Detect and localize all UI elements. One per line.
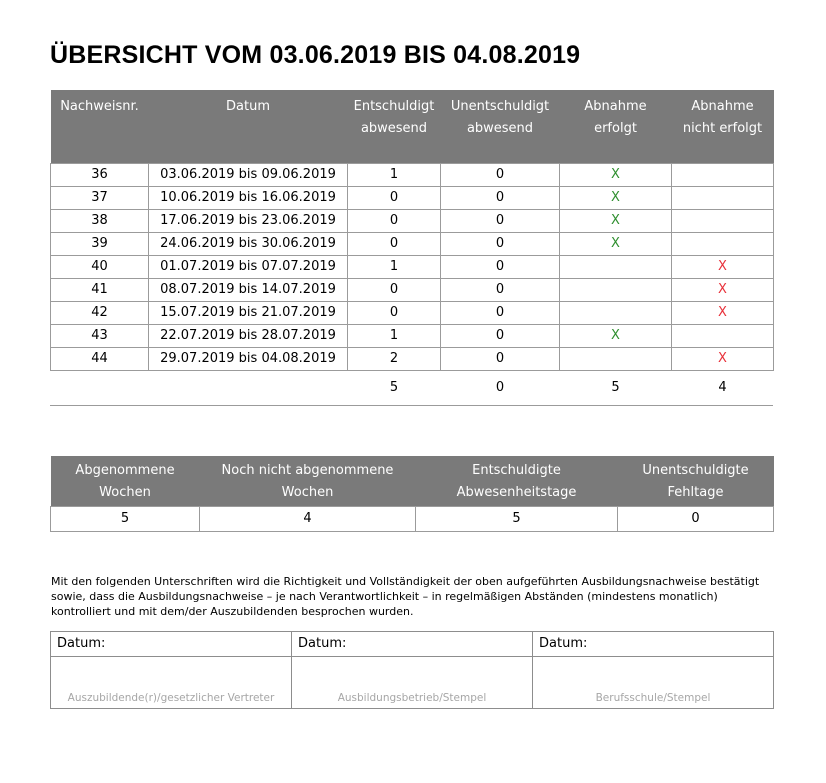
cell-datum: 24.06.2019 bis 30.06.2019 (149, 232, 348, 255)
cell-nachweisnr: 40 (51, 255, 149, 278)
column-header-unentschuldigt-abwesend: Unentschuldigt abwesend (441, 90, 560, 163)
table-row[interactable] (51, 255, 774, 278)
table-row[interactable] (51, 347, 774, 370)
cell-abnahme-nicht-erfolgt-mark: X (718, 258, 727, 274)
summary-header-line1: Abgenommene (75, 463, 175, 478)
summary-header-line1: Unentschuldigte (642, 463, 749, 478)
cell-abnahme-nicht-erfolgt (672, 186, 774, 209)
cell-abnahme-nicht-erfolgt (672, 209, 774, 232)
cell-total-abnahme-erfolgt: 5 (611, 379, 620, 395)
column-header-datum: Datum (149, 90, 348, 163)
signature-date-field-1[interactable]: Datum: (292, 632, 533, 657)
summary-value-1: 4 (200, 506, 416, 531)
cell-abnahme-erfolgt-mark: X (611, 235, 620, 251)
overview-table (50, 90, 774, 405)
cell-abnahme-erfolgt (560, 186, 672, 209)
signature-date-row (51, 632, 774, 657)
cell-unentschuldigt: 0 (441, 232, 560, 255)
column-header-abnahme-erfolgt: Abnahme erfolgt (560, 90, 672, 163)
cell-abnahme-erfolgt (560, 255, 672, 278)
table-row[interactable] (51, 278, 774, 301)
summary-column-header-0 (51, 456, 200, 506)
cell-total-entschuldigt: 5 (389, 379, 399, 395)
cell-abnahme-erfolgt (560, 324, 672, 347)
summary-header-line1: Entschuldigte (472, 463, 561, 478)
cell-nachweisnr: 42 (51, 301, 149, 324)
summary-table-value-row (51, 506, 774, 531)
overview-table-header-row (51, 90, 774, 163)
table-row[interactable] (51, 301, 774, 324)
signature-field-2[interactable] (533, 657, 774, 709)
cell-entschuldigt: 2 (348, 347, 441, 370)
cell-nachweisnr: 36 (51, 163, 149, 186)
cell-entschuldigt: 0 (348, 301, 441, 324)
cell-abnahme-nicht-erfolgt (672, 163, 774, 186)
cell-unentschuldigt: 0 (441, 255, 560, 278)
summary-table-header-row (51, 456, 774, 506)
overview-table-body (51, 163, 774, 405)
summary-header-line2: Wochen (281, 485, 334, 500)
cell-nachweisnr: 37 (51, 186, 149, 209)
page-title: ÜBERSICHT VOM 03.06.2019 BIS 04.08.2019 (50, 41, 581, 69)
table-row[interactable] (51, 186, 774, 209)
cell-abnahme-nicht-erfolgt (672, 301, 774, 324)
cell-entschuldigt: 1 (348, 163, 441, 186)
signature-caption-row (51, 657, 774, 709)
summary-header-line2: Wochen (99, 485, 151, 500)
cell-abnahme-erfolgt (560, 232, 672, 255)
cell-unentschuldigt: 0 (441, 301, 560, 324)
cell-nachweisnr: 43 (51, 324, 149, 347)
cell-abnahme-erfolgt (560, 347, 672, 370)
cell-datum: 03.06.2019 bis 09.06.2019 (149, 163, 348, 186)
summary-value-0: 5 (51, 506, 200, 531)
signature-field-1[interactable] (292, 657, 533, 709)
cell-abnahme-nicht-erfolgt (672, 278, 774, 301)
cell-abnahme-erfolgt (560, 209, 672, 232)
cell-entschuldigt: 0 (348, 232, 441, 255)
table-row[interactable] (51, 232, 774, 255)
signature-field-0[interactable] (51, 657, 292, 709)
summary-header-line2: Fehltage (667, 485, 724, 500)
signature-date-field-0[interactable]: Datum: (51, 632, 292, 657)
cell-unentschuldigt: 0 (441, 163, 560, 186)
totals-row (51, 370, 774, 405)
signature-date-field-2[interactable]: Datum: (533, 632, 774, 657)
table-row[interactable] (51, 324, 774, 347)
summary-column-header-2 (416, 456, 618, 506)
cell-total-datum (149, 370, 348, 405)
cell-abnahme-nicht-erfolgt (672, 232, 774, 255)
cell-unentschuldigt: 0 (441, 347, 560, 370)
signature-table (50, 631, 774, 709)
cell-abnahme-nicht-erfolgt (672, 347, 774, 370)
cell-entschuldigt: 0 (348, 209, 441, 232)
cell-datum: 22.07.2019 bis 28.07.2019 (149, 324, 348, 347)
table-row[interactable] (51, 163, 774, 186)
cell-abnahme-nicht-erfolgt (672, 324, 774, 347)
cell-total-unentschuldigt: 0 (495, 379, 505, 395)
cell-nachweisnr: 41 (51, 278, 149, 301)
cell-datum: 10.06.2019 bis 16.06.2019 (149, 186, 348, 209)
cell-total-abnahme-nicht-erfolgt: 4 (718, 379, 727, 395)
column-header-abnahme-nicht-erfolgt: Abnahme nicht erfolgt (672, 90, 774, 163)
cell-unentschuldigt: 0 (441, 209, 560, 232)
cell-entschuldigt: 0 (348, 186, 441, 209)
cell-datum: 08.07.2019 bis 14.07.2019 (149, 278, 348, 301)
cell-nachweisnr: 44 (51, 347, 149, 370)
cell-datum: 29.07.2019 bis 04.08.2019 (149, 347, 348, 370)
cell-abnahme-erfolgt (560, 163, 672, 186)
summary-header-line1: Noch nicht abgenommene (221, 463, 394, 478)
signature-caption-1: Ausbildungsbetrieb/Stempel (337, 692, 487, 704)
cell-nachweisnr: 38 (51, 209, 149, 232)
confirmation-note: Mit den folgenden Unterschriften wird die Richtigkeit und Vollständigkeit der oben aufgeführten Ausbildungsnachweise bestätigt sowie, dass die Ausbildungsnachweise – je nach Verantwortlichkeit – in regelmäßigen Abständen (mindestens monatlich) kontrolliert und mit dem/der Auszubildenden besprochen wurden. (51, 575, 760, 618)
cell-unentschuldigt: 0 (441, 278, 560, 301)
cell-abnahme-nicht-erfolgt (672, 255, 774, 278)
cell-abnahme-erfolgt (560, 301, 672, 324)
cell-total-nachweisnr (51, 370, 149, 405)
cell-abnahme-erfolgt-mark: X (611, 166, 620, 182)
cell-abnahme-nicht-erfolgt-mark: X (718, 304, 727, 320)
table-row[interactable] (51, 209, 774, 232)
summary-table (50, 456, 774, 532)
signature-caption-2: Berufsschule/Stempel (595, 692, 711, 704)
cell-nachweisnr: 39 (51, 232, 149, 255)
summary-column-header-3 (618, 456, 774, 506)
cell-abnahme-nicht-erfolgt-mark: X (718, 350, 727, 366)
summary-column-header-1 (200, 456, 416, 506)
cell-unentschuldigt: 0 (441, 324, 560, 347)
summary-header-line2: Abwesenheitstage (456, 485, 577, 500)
column-header-nachweisnr: Nachweisnr. (51, 90, 149, 163)
column-header-entschuldigt-abwesend: Entschuldigt abwesend (348, 90, 441, 163)
cell-abnahme-erfolgt-mark: X (611, 212, 620, 228)
signature-caption-0: Auszubildende(r)/gesetzlicher Vertreter (67, 692, 275, 704)
cell-entschuldigt: 1 (348, 324, 441, 347)
cell-entschuldigt: 0 (348, 278, 441, 301)
totals-divider (50, 405, 773, 406)
cell-unentschuldigt: 0 (441, 186, 560, 209)
cell-datum: 01.07.2019 bis 07.07.2019 (149, 255, 348, 278)
cell-entschuldigt: 1 (348, 255, 441, 278)
summary-value-2: 5 (416, 506, 618, 531)
cell-abnahme-nicht-erfolgt-mark: X (718, 281, 727, 297)
cell-abnahme-erfolgt (560, 278, 672, 301)
cell-datum: 15.07.2019 bis 21.07.2019 (149, 301, 348, 324)
cell-abnahme-erfolgt-mark: X (611, 327, 620, 343)
summary-value-3: 0 (618, 506, 774, 531)
cell-datum: 17.06.2019 bis 23.06.2019 (149, 209, 348, 232)
cell-abnahme-erfolgt-mark: X (611, 189, 620, 205)
